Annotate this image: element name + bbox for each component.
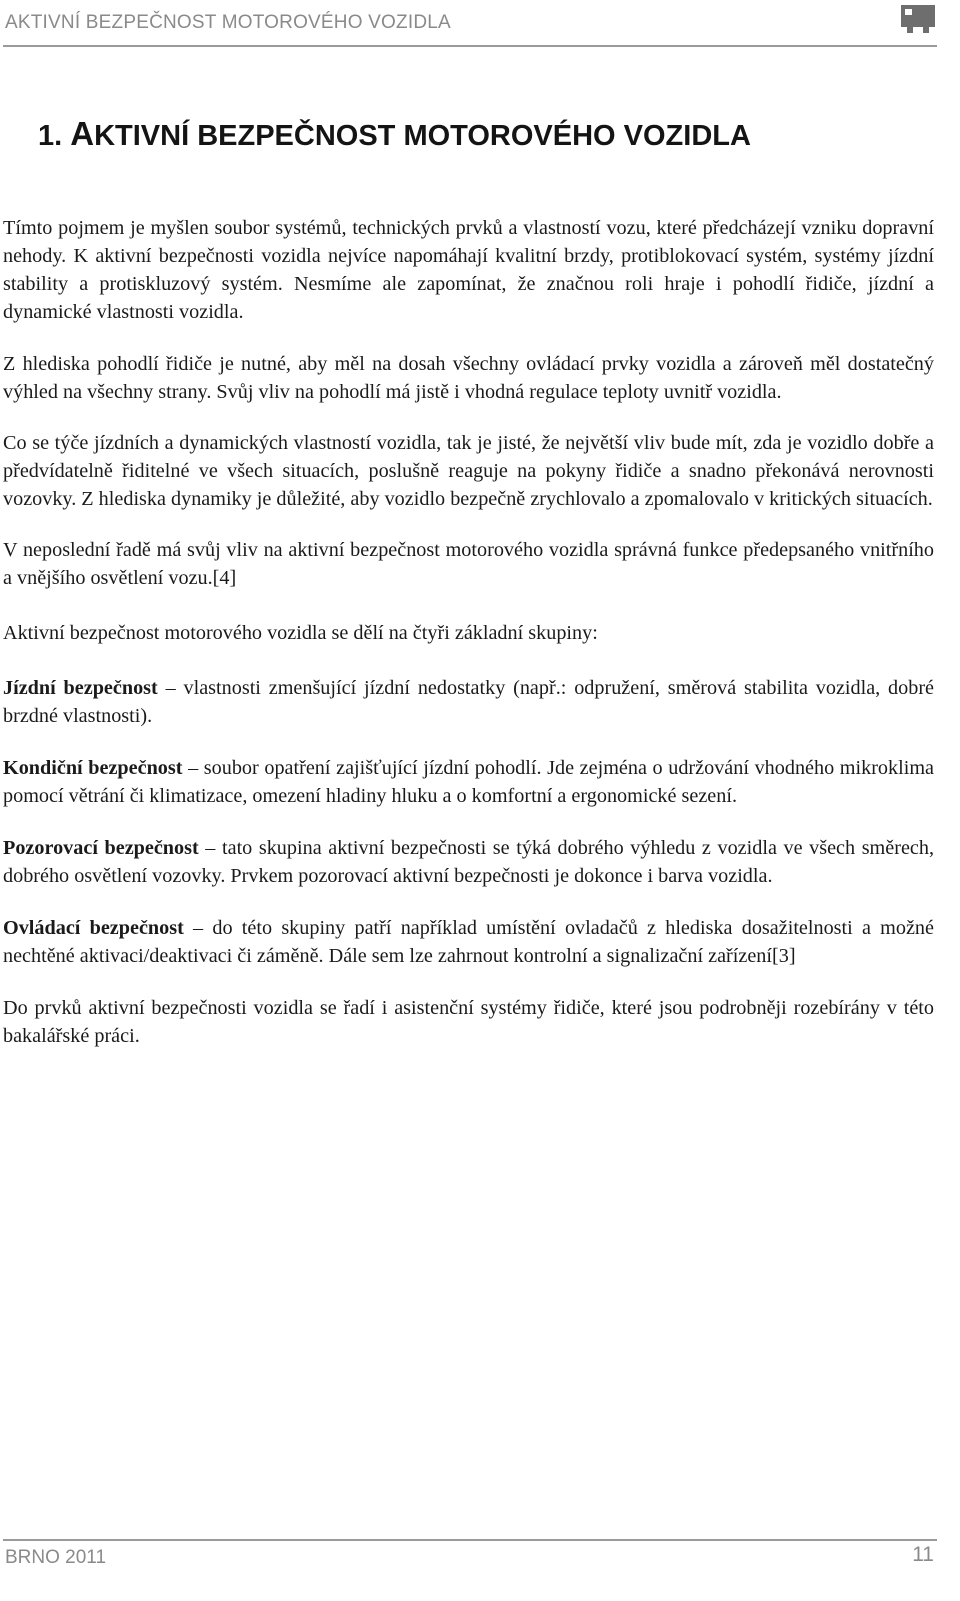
- header-rule: [3, 45, 937, 47]
- group-item: [3, 834, 934, 890]
- paragraph-dynamics: Co se týče jízdních a dynamických vlastností vozidla, tak je jisté, že největší vliv bude mít, zda je vozidlo dobře a předvídatelně řiditelné ve všech situacích, poslušně reaguje na pokyny řidiče a snadno překonává nerovnosti vozovky. Z hlediska dynamiky je důležité, aby vozidlo bezpečně zrychlovalo a zpomalovalo v kritických situacích.: [3, 432, 934, 510]
- page-number: 11: [912, 1543, 934, 1566]
- paragraph-driver-comfort: Z hlediska pohodlí řidiče je nutné, aby měl na dosah všechny ovládací prvky vozidla a zároveň měl dostatečný výhled na všechny strany. Svůj vliv na pohodlí má jistě i vhodná regulace teploty uvnitř vozidla.: [3, 353, 934, 403]
- group-item: [3, 914, 934, 970]
- university-logo-icon: [899, 3, 937, 35]
- group-description: – vlastnosti zmenšující jízdní nedostatky (např.: odpružení, směrová stabilita vozidla, dobré brzdné vlastnosti).: [3, 677, 935, 727]
- paragraph-lighting: V neposlední řadě má svůj vliv na aktivní bezpečnost motorového vozidla správná funkce předepsaného vnitřního a vnějšího osvětlení vozu.[4]: [3, 539, 934, 589]
- running-header: AKTIVNÍ BEZPEČNOST MOTOROVÉHO VOZIDLA: [5, 12, 451, 33]
- chapter-number: 1.: [38, 120, 71, 152]
- body-text: [3, 214, 934, 1074]
- group-term: Pozorovací bezpečnost: [3, 837, 199, 859]
- footer-rule: [3, 1539, 937, 1541]
- chapter-title: [38, 115, 751, 153]
- group-term: Ovládací bezpečnost: [3, 917, 184, 939]
- chapter-title-initial: A: [70, 115, 95, 152]
- footer-place-year: BRNO 2011: [5, 1547, 107, 1568]
- group-term: Jízdní bezpečnost: [3, 677, 158, 699]
- paragraph-definition: Tímto pojmem je myšlen soubor systémů, technických prvků a vlastností vozu, které předcházejí vzniku dopravní nehody. K aktivní bezpečnosti vozidla nejvíce napomáhají kvalitní brzdy, protiblokovací systém, systémy jízdní stability a protiskluzový systém. Nesmíme ale zapomínat, že značnou roli hraje i pohodlí řidiče, jízdní a dynamické vlastnosti vozidla.: [3, 217, 934, 323]
- group-item: [3, 754, 934, 810]
- paragraph-groups-intro: Aktivní bezpečnost motorového vozidla se dělí na čtyři základní skupiny:: [3, 622, 598, 644]
- group-item: [3, 674, 934, 730]
- group-description: – tato skupina aktivní bezpečnosti se týká dobrého výhledu z vozidla ve všech směrech, dobrého osvětlení vozovky. Prvkem pozorovací aktivní bezpečnosti je dokonce i barva vozidla.: [3, 837, 935, 887]
- group-description: – do této skupiny patří například umístění ovladačů z hlediska dosažitelnosti a možné nechtěné aktivaci/deaktivaci či záměně. Dále sem lze zahrnout kontrolní a signalizační zařízení[3]: [3, 917, 934, 967]
- group-term: Kondiční bezpečnost: [3, 757, 183, 779]
- paragraph-closing: Do prvků aktivní bezpečnosti vozidla se řadí i asistenční systémy řidiče, které jsou podrobněji rozebírány v této bakalářské práci.: [3, 997, 934, 1047]
- group-description: – soubor opatření zajišťující jízdní pohodlí. Jde zejména o udržování vhodného mikroklima pomocí větrání či klimatizace, omezení hladiny hluku a o komfortní a ergonomické sezení.: [3, 757, 934, 807]
- chapter-title-rest: KTIVNÍ BEZPEČNOST MOTOROVÉHO VOZIDLA: [94, 120, 751, 152]
